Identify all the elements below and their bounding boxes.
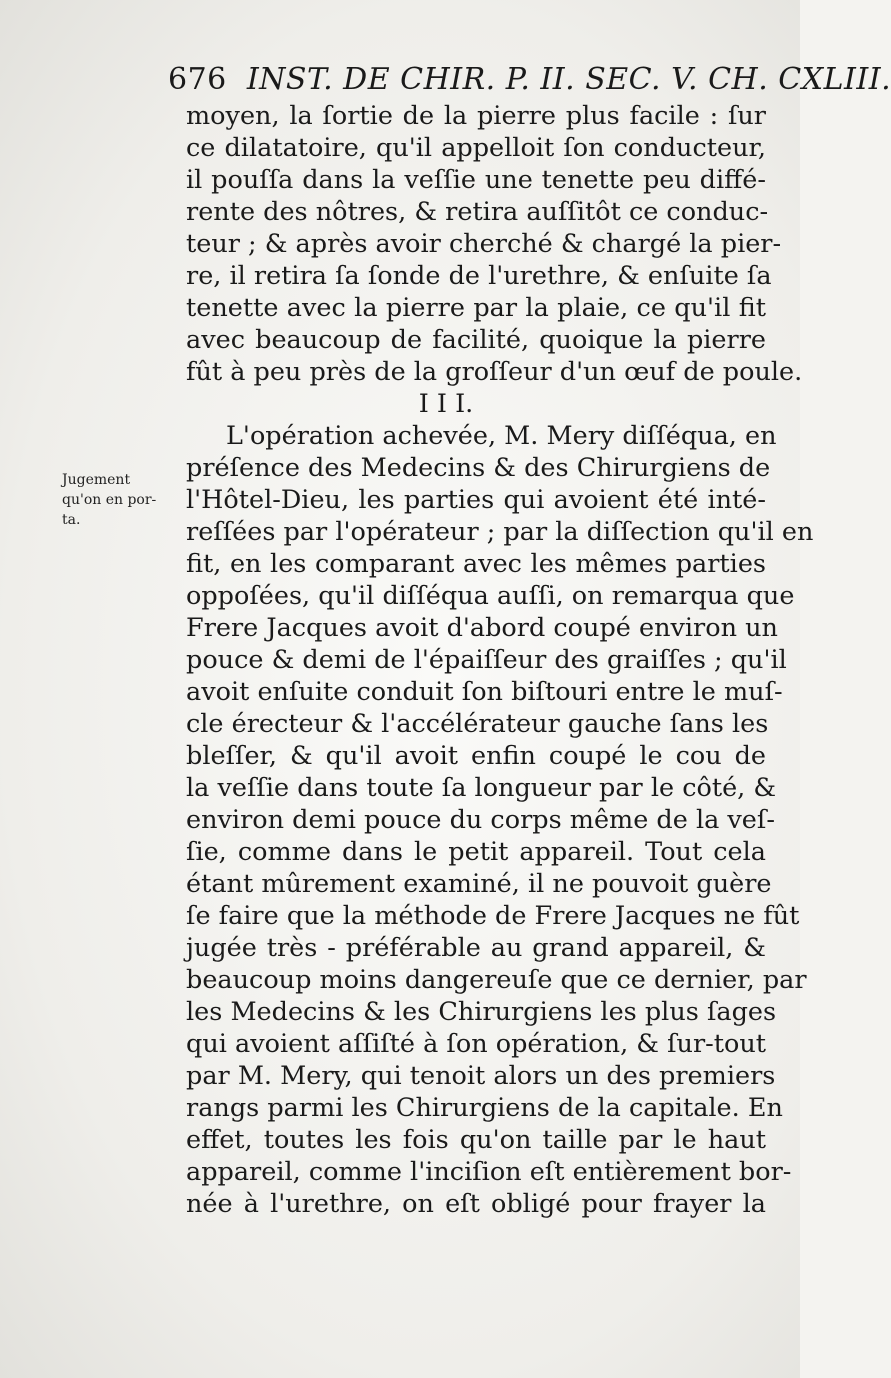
text-line: environ demi pouce du corps même de la veſ- [186, 805, 775, 835]
text-line: re, il retira ſa ſonde de l'urethre, & enſuite ſa [186, 261, 772, 291]
marginal-note-line: Jugement [62, 472, 131, 488]
text-line: ce dilatatoire, qu'il appelloit ſon conducteur, [186, 133, 766, 163]
running-title: INST. DE CHIR. P. II. SEC. V. CH. CXLIII. [246, 62, 891, 97]
text-line: par M. Mery, qui tenoit alors un des premiers [186, 1061, 776, 1091]
text-line: ſe faire que la méthode de Frere Jacques ne fût [186, 901, 800, 931]
text-line: rangs parmi les Chirurgiens de la capitale. En [186, 1093, 783, 1123]
page-number: 676 [168, 62, 227, 97]
text-line: reſſées par l'opérateur ; par la diſſection qu'il en [186, 517, 814, 547]
body-text [186, 100, 814, 1220]
text-line: teur ; & après avoir cherché & chargé la pier- [186, 229, 782, 259]
marginal-note-line: ta. [62, 512, 81, 528]
text-line: rente des nôtres, & retira auſſitôt ce conduc- [186, 197, 769, 227]
text-line: avec beaucoup de facilité, quoique la pierre [186, 325, 766, 355]
text-line: qui avoient aſſiſté à ſon opération, & ſur-tout [186, 1029, 767, 1059]
text-line: L'opération achevée, M. Mery diſſéqua, en [226, 421, 777, 451]
marginal-note-line: qu'on en por- [62, 492, 157, 508]
running-header [168, 62, 891, 97]
text-line: bleſſer, & qu'il avoit enfin coupé le cou de [186, 741, 766, 771]
text-line: oppoſées, qu'il diſſéqua auſſi, on remarqua que [186, 581, 795, 611]
paragraph-continued [186, 100, 803, 388]
text-line: fût à peu près de la groſſeur d'un œuf de poule. [186, 357, 803, 387]
text-line: beaucoup moins dangereuſe que ce dernier, par [186, 965, 807, 995]
text-line: appareil, comme l'inciſion eſt entièrement bor- [186, 1157, 792, 1187]
text-line: fit, en les comparant avec les mêmes parties [186, 549, 766, 579]
text-line: cle érecteur & l'accélérateur gauche ſans les [186, 709, 769, 739]
text-line: étant mûrement examiné, il ne pouvoit guère [186, 869, 772, 899]
text-line: Frere Jacques avoit d'abord coupé environ un [186, 613, 778, 643]
paragraph-main [186, 420, 814, 1220]
text-line: les Medecins & les Chirurgiens les plus ſages [186, 997, 777, 1027]
section-number: I I I. [418, 389, 474, 419]
text-line: préſence des Medecins & des Chirurgiens de [186, 453, 771, 483]
text-line: ſie, comme dans le petit appareil. Tout cela [186, 837, 766, 867]
text-line: moyen, la ſortie de la pierre plus facile : ſur [186, 101, 766, 131]
text-line: jugée très - préférable au grand appareil, & [186, 933, 766, 963]
text-line: il pouſſa dans la veſſie une tenette peu diffé- [186, 165, 766, 195]
text-line: effet, toutes les fois qu'on taille par le haut [186, 1125, 766, 1155]
text-line: la veſſie dans toute ſa longueur par le côté, & [186, 773, 777, 803]
text-line: pouce & demi de l'épaiſſeur des graiſſes ; qu'il [186, 645, 787, 675]
marginal-note [62, 470, 182, 530]
text-line: avoit enſuite conduit ſon biſtouri entre le muſ- [186, 677, 783, 707]
text-line: l'Hôtel-Dieu, les parties qui avoient été inté- [186, 485, 766, 515]
text-line: tenette avec la pierre par la plaie, ce qu'il fit [186, 293, 766, 323]
text-line: née à l'urethre, on eſt obligé pour frayer la [186, 1189, 766, 1219]
